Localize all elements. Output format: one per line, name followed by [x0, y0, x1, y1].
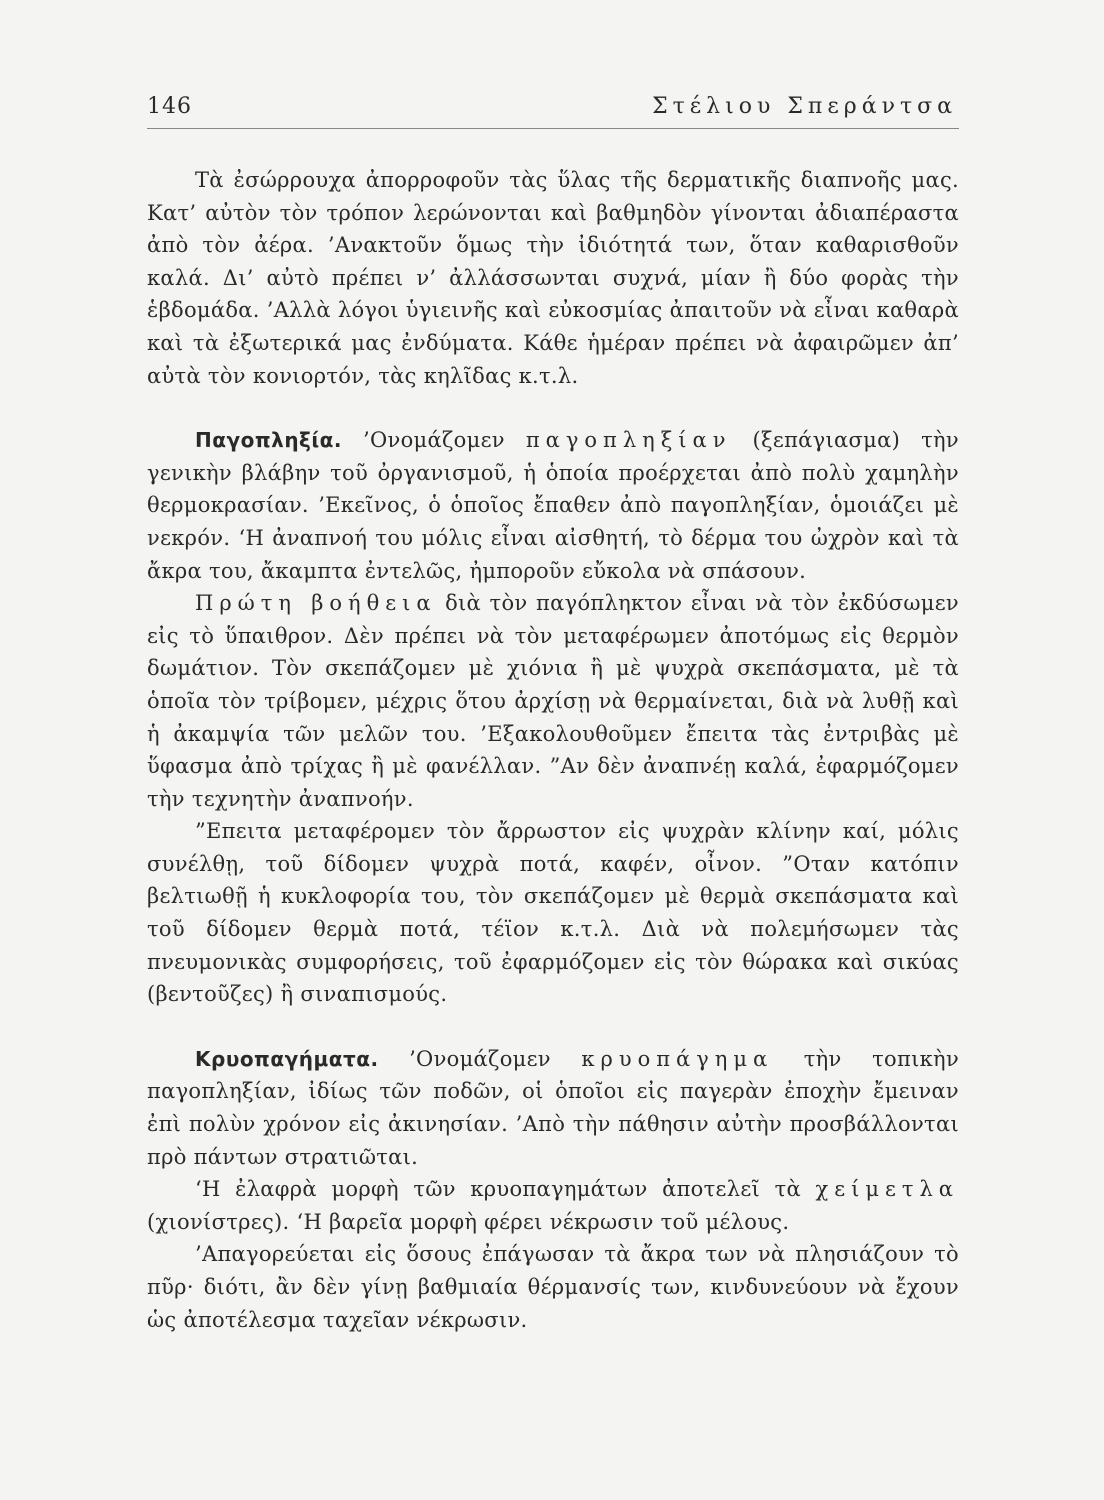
paragraph-text: (χιονίστρες). ‘Η βαρεῖα μορφὴ φέρει νέκρωσιν τοῦ μέλους.	[147, 1209, 790, 1234]
spaced-term: χείμετλα	[815, 1177, 959, 1202]
paragraph-text: (ξεπάγιασμα) τὴν γενικὴν βλάβην τοῦ ὀργανισμοῦ, ἡ ὁποία προέρχεται ἀπὸ πολὺ χαμηλὴν θερμοκρασίαν. ’Εκεῖνος, ὁ ὁποῖος ἔπαθεν ἀπὸ παγοπληξίαν, ὁμοιάζει μὲ νεκρόν. ‘Η ἀναπνοή του μόλις εἶναι αἰσθητή, τὸ δέρμα του ὠχρὸν καὶ τὰ ἄκρα του, ἄκαμπτα ἐντελῶς, ἠμποροῦν εὔκολα νὰ σπάσουν.	[147, 428, 959, 583]
paragraph-text: ”Επειτα μεταφέρομεν τὸν ἄρρωστον εἰς ψυχρὰν κλίνην καί, μόλις συνέλθῃ, τοῦ δίδομεν ψυχρὰ ποτά, καφέν, οἶνον. ”Οταν κατόπιν βελτιωθῇ ἡ κυκλοφορία του, τὸν σκεπάζομεν μὲ θερμὰ σκεπάσματα καὶ τοῦ δίδομεν θερμὰ ποτά, τέϊον κ.τ.λ. Διὰ νὰ πολεμήσωμεν τὰς πνευμονικὰς συμφορήσεις, τοῦ ἐφαρμόζομεν εἰς τὸν θώρακα καὶ σικύας (βεντοῦζες) ἢ σιναπισμούς.	[147, 819, 959, 1007]
running-head: Στέλιου Σπεράντσα	[652, 94, 957, 119]
section-frostbite-general	[147, 424, 959, 587]
body-text	[147, 164, 959, 1336]
paragraph-text: ’Ονομάζομεν	[342, 428, 526, 453]
paragraph-warning	[147, 1238, 959, 1336]
spaced-term: Πρώτη βοήθεια	[195, 591, 437, 616]
paragraph-text: ‘Η ἐλαφρὰ μορφὴ τῶν κρυοπαγημάτων ἀποτελεῖ τὰ	[195, 1177, 816, 1202]
spaced-term: παγοπληξίαν	[525, 428, 732, 453]
section-heading: Παγοπληξία.	[195, 428, 343, 453]
section-frostbite-local	[147, 1043, 959, 1173]
section-heading: Κρυοπαγήματα.	[195, 1046, 379, 1071]
paragraph-text: τὴν τοπικὴν παγοπληξίαν, ἰδίως τῶν ποδῶν, οἱ ὁποῖοι εἰς παγερὰν ἐποχὴν ἔμειναν ἐπὶ πολὺν χρόνον εἰς ἀκινησίαν. ’Απὸ τὴν πάθησιν αὐτὴν προσβάλλονται πρὸ πάντων στρατιῶται.	[147, 1046, 960, 1169]
paragraph-undergarments	[147, 164, 959, 392]
page-header	[147, 88, 959, 129]
page-number: 146	[147, 94, 192, 119]
paragraph-text: διὰ τὸν παγόπληκτον εἶναι νὰ τὸν ἐκδύσωμεν εἰς τὸ ὕπαιθρον. Δὲν πρέπει νὰ τὸν μεταφέρωμεν ἀποτόμως εἰς θερμὸν δωμάτιον. Τὸν σκεπάζομεν μὲ χιόνια ἢ μὲ ψυχρὰ σκεπάσματα, μὲ τὰ ὁποῖα τὸν τρίβομεν, μέχρις ὅτου ἀρχίσῃ νὰ θερμαίνεται, διὰ νὰ λυθῇ καὶ ἡ ἀκαμψία τῶν μελῶν του. ’Εξακολουθοῦμεν ἔπειτα τὰς ἐντριβὰς μὲ ὕφασμα ἀπὸ τρίχας ἢ μὲ φανέλλαν. ”Αν δὲν ἀναπνέῃ καλά, ἐφαρμόζομεν τὴν τεχνητὴν ἀναπνοήν.	[147, 591, 959, 811]
paragraph-text: Τὰ ἐσώρρουχα ἀπορροφοῦν τὰς ὕλας τῆς δερματικῆς διαπνοῆς μας. Κατ’ αὐτὸν τὸν τρόπον λερώνονται καὶ βαθμηδὸν γίνονται ἀδιαπέραστα ἀπὸ τὸν ἀέρα. ’Ανακτοῦν ὅμως τὴν ἰδιότητά των, ὅταν καθαρισθοῦν καλά. Δι’ αὐτὸ πρέπει ν’ ἀλλάσσωνται συχνά, μίαν ἢ δύο φορὰς τὴν ἑβδομάδα. ’Αλλὰ λόγοι ὑγιεινῆς καὶ εὐκοσμίας ἀπαιτοῦν νὰ εἶναι καθαρὰ καὶ τὰ ἐξωτερικά μας ἐνδύματα. Κάθε ἡμέραν πρέπει νὰ ἀφαιρῶμεν ἀπ’ αὐτὰ τὸν κονιορτόν, τὰς κηλῖδας κ.τ.λ.	[147, 168, 959, 388]
paragraph-text: ’Απαγορεύεται εἰς ὅσους ἐπάγωσαν τὰ ἄκρα των νὰ πλησιάζουν τὸ πῦρ· διότι, ἂν δὲν γίνῃ βαθμιαία θέρμανσίς των, κινδυνεύουν νὰ ἔχουν ὡς ἀποτέλεσμα ταχεῖαν νέκρωσιν.	[147, 1242, 959, 1332]
paragraph-text: ’Ονομάζομεν	[378, 1046, 582, 1071]
spaced-term: κρυοπάγημα	[581, 1046, 774, 1071]
paragraph-recovery	[147, 815, 959, 1011]
paragraph-chilblains	[147, 1173, 959, 1238]
paragraph-first-aid	[147, 587, 959, 815]
